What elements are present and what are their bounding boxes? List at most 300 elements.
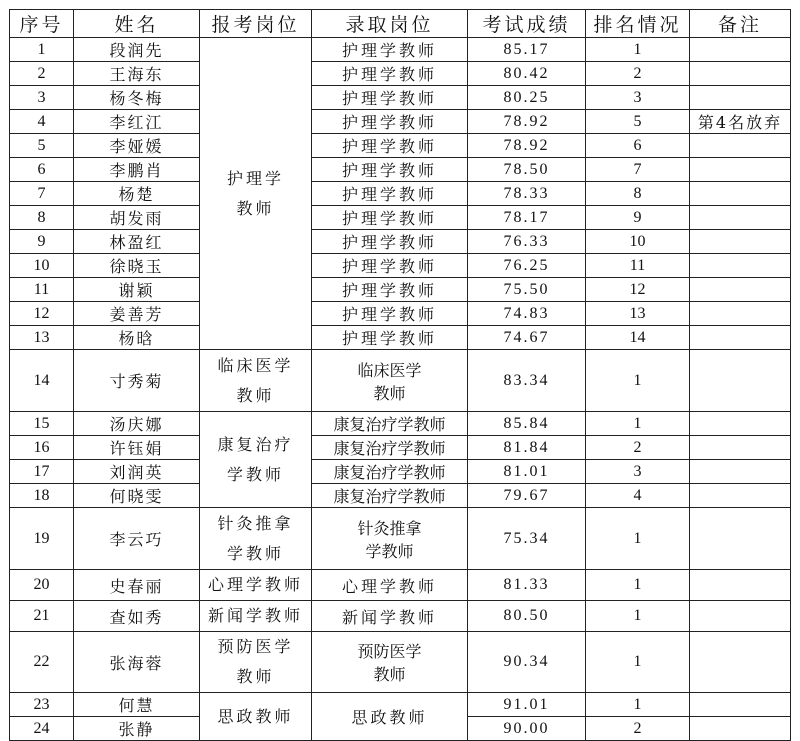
note xyxy=(690,38,791,62)
header-applied-post: 报考岗位 xyxy=(200,10,312,38)
applied-post xyxy=(200,412,312,508)
row-number xyxy=(10,326,74,350)
admitted-post-text: 康复治疗学教师 xyxy=(333,439,446,458)
row-number xyxy=(10,436,74,460)
rank xyxy=(586,62,690,86)
candidate-name-text: 杨冬梅 xyxy=(109,89,164,108)
candidate-name xyxy=(74,326,200,350)
exam-score-text: 90.00 xyxy=(503,719,550,737)
candidate-name-text: 李鹏肖 xyxy=(109,161,164,180)
admitted-post xyxy=(312,326,468,350)
table-row xyxy=(10,38,791,62)
candidate-name xyxy=(74,302,200,326)
candidate-name-text: 查如秀 xyxy=(109,607,164,627)
header-name: 姓名 xyxy=(74,10,200,38)
rank xyxy=(586,278,690,302)
candidate-name xyxy=(74,86,200,110)
exam-score xyxy=(468,134,586,158)
row-number-text: 23 xyxy=(33,695,50,713)
row-number xyxy=(10,182,74,206)
admitted-post-text: 护理学教师 xyxy=(341,89,437,108)
admitted-post-text: 康复治疗学教师 xyxy=(333,415,446,434)
row-number-text: 14 xyxy=(33,371,50,389)
admission-results-table xyxy=(9,9,791,741)
applied-post xyxy=(200,508,312,570)
applied-post xyxy=(200,693,312,741)
rank-text: 2 xyxy=(633,719,642,737)
row-number xyxy=(10,254,74,278)
applied-post-text: 护理学 教师 xyxy=(226,168,284,218)
table-row xyxy=(10,412,791,436)
note xyxy=(690,110,791,134)
exam-score-text: 80.50 xyxy=(503,607,550,624)
exam-score xyxy=(468,632,586,693)
header-note: 备注 xyxy=(690,10,791,38)
row-number xyxy=(10,717,74,741)
admitted-post xyxy=(312,632,468,693)
admitted-post-text: 思政教师 xyxy=(351,708,428,727)
exam-score xyxy=(468,436,586,460)
table-row xyxy=(10,158,791,182)
admitted-post-text: 康复治疗学教师 xyxy=(333,487,446,506)
rank-text: 5 xyxy=(633,112,642,130)
row-number xyxy=(10,508,74,570)
rank xyxy=(586,460,690,484)
applied-post-text: 新闻学教师 xyxy=(207,606,303,625)
candidate-name xyxy=(74,134,200,158)
exam-score-text: 76.33 xyxy=(503,232,550,250)
row-number-text: 7 xyxy=(37,184,46,202)
note xyxy=(690,693,791,717)
note xyxy=(690,206,791,230)
rank-text: 11 xyxy=(629,256,646,274)
exam-score xyxy=(468,278,586,302)
admitted-post-text: 护理学教师 xyxy=(341,281,437,300)
rank-text: 10 xyxy=(629,232,646,250)
applied-post xyxy=(200,570,312,601)
candidate-name-text: 林盈红 xyxy=(109,233,164,252)
admitted-post xyxy=(312,460,468,484)
exam-score xyxy=(468,62,586,86)
candidate-name xyxy=(74,508,200,570)
exam-score xyxy=(468,158,586,182)
exam-score-text: 74.83 xyxy=(503,304,550,322)
exam-score-text: 90.34 xyxy=(503,653,550,670)
admitted-post xyxy=(312,62,468,86)
table-row xyxy=(10,326,791,350)
admitted-post xyxy=(312,110,468,134)
row-number xyxy=(10,350,74,412)
candidate-name-text: 何晓雯 xyxy=(109,487,164,506)
table-row xyxy=(10,508,791,570)
admitted-post-text: 康复治疗学教师 xyxy=(333,463,446,482)
admitted-post-text: 护理学教师 xyxy=(341,185,437,204)
exam-score-text: 85.84 xyxy=(503,414,550,432)
note xyxy=(690,460,791,484)
rank-text: 2 xyxy=(633,438,642,456)
exam-score xyxy=(468,460,586,484)
header-no: 序号 xyxy=(10,10,74,38)
candidate-name xyxy=(74,570,200,601)
exam-score-text: 78.50 xyxy=(503,160,550,178)
candidate-name-text: 许钰娟 xyxy=(109,439,164,458)
candidate-name xyxy=(74,460,200,484)
admitted-post-text: 护理学教师 xyxy=(341,305,437,324)
candidate-name xyxy=(74,436,200,460)
row-number xyxy=(10,134,74,158)
admitted-post-text: 护理学教师 xyxy=(341,233,437,252)
rank xyxy=(586,508,690,570)
table-row xyxy=(10,693,791,717)
exam-score-text: 75.34 xyxy=(503,529,550,547)
exam-score xyxy=(468,693,586,717)
exam-score-text: 80.42 xyxy=(503,64,550,82)
exam-score xyxy=(468,326,586,350)
rank-text: 1 xyxy=(633,576,642,593)
table-row xyxy=(10,632,791,693)
rank xyxy=(586,350,690,412)
rank xyxy=(586,632,690,693)
row-number-text: 19 xyxy=(33,529,50,547)
exam-score-text: 79.67 xyxy=(503,486,550,504)
exam-score xyxy=(468,230,586,254)
row-number xyxy=(10,412,74,436)
rank xyxy=(586,326,690,350)
rank xyxy=(586,86,690,110)
admitted-post-text: 临床医学 教师 xyxy=(357,360,422,403)
admitted-post xyxy=(312,134,468,158)
exam-score-text: 78.92 xyxy=(503,112,550,130)
rank-text: 1 xyxy=(633,371,642,389)
candidate-name-text: 汤庆娜 xyxy=(109,415,164,434)
candidate-name-text: 李云巧 xyxy=(109,530,164,549)
note xyxy=(690,717,791,741)
exam-score xyxy=(468,570,586,601)
note xyxy=(690,158,791,182)
candidate-name-text: 徐晓玉 xyxy=(109,257,164,276)
exam-score xyxy=(468,484,586,508)
row-number-text: 18 xyxy=(33,486,50,504)
applied-post-text: 针灸推拿 学教师 xyxy=(217,513,294,563)
rank xyxy=(586,110,690,134)
candidate-name xyxy=(74,206,200,230)
rank-text: 13 xyxy=(629,304,646,322)
note xyxy=(690,230,791,254)
note xyxy=(690,350,791,412)
rank xyxy=(586,38,690,62)
rank xyxy=(586,182,690,206)
rank-text: 9 xyxy=(633,208,642,226)
candidate-name xyxy=(74,601,200,632)
header-admitted-post: 录取岗位 xyxy=(312,10,468,38)
admitted-post-text: 护理学教师 xyxy=(341,41,437,60)
applied-post xyxy=(200,38,312,350)
rank xyxy=(586,601,690,632)
row-number-text: 4 xyxy=(37,112,46,130)
applied-post-text: 预防医学 教师 xyxy=(217,637,294,686)
candidate-name xyxy=(74,717,200,741)
table-row xyxy=(10,302,791,326)
exam-score-text: 91.01 xyxy=(503,695,550,713)
candidate-name-text: 杨楚 xyxy=(118,185,155,204)
exam-score-text: 78.33 xyxy=(503,184,550,202)
applied-post-text: 思政教师 xyxy=(217,706,294,726)
rank xyxy=(586,412,690,436)
table-row xyxy=(10,350,791,412)
row-number xyxy=(10,158,74,182)
table-row xyxy=(10,460,791,484)
applied-post xyxy=(200,632,312,693)
rank-text: 8 xyxy=(633,184,642,202)
exam-score xyxy=(468,206,586,230)
row-number-text: 9 xyxy=(37,232,46,250)
candidate-name-text: 姜善芳 xyxy=(109,305,164,324)
exam-score-text: 83.34 xyxy=(503,371,550,389)
exam-score-text: 80.25 xyxy=(503,88,550,106)
admitted-post xyxy=(312,254,468,278)
admitted-post xyxy=(312,601,468,632)
row-number-text: 3 xyxy=(37,88,46,106)
note xyxy=(690,182,791,206)
admitted-post xyxy=(312,436,468,460)
candidate-name xyxy=(74,230,200,254)
admitted-post xyxy=(312,230,468,254)
row-number xyxy=(10,206,74,230)
exam-score xyxy=(468,508,586,570)
exam-score xyxy=(468,86,586,110)
rank xyxy=(586,693,690,717)
exam-score xyxy=(468,182,586,206)
admitted-post xyxy=(312,86,468,110)
table-row xyxy=(10,110,791,134)
rank xyxy=(586,302,690,326)
row-number xyxy=(10,632,74,693)
exam-score-text: 81.84 xyxy=(503,438,550,456)
row-number-text: 1 xyxy=(37,40,46,58)
candidate-name-text: 胡发雨 xyxy=(109,209,164,228)
note xyxy=(690,86,791,110)
exam-score-text: 81.33 xyxy=(503,576,550,593)
row-number xyxy=(10,302,74,326)
row-number-text: 24 xyxy=(33,719,50,737)
admitted-post-text: 护理学教师 xyxy=(341,257,437,276)
admitted-post xyxy=(312,350,468,412)
table-row xyxy=(10,182,791,206)
candidate-name-text: 张海蓉 xyxy=(109,653,164,673)
exam-score xyxy=(468,412,586,436)
row-number-text: 11 xyxy=(33,280,50,298)
exam-score xyxy=(468,254,586,278)
candidate-name-text: 段润先 xyxy=(109,41,164,60)
candidate-name xyxy=(74,693,200,717)
admitted-post-text: 护理学教师 xyxy=(341,113,437,132)
note xyxy=(690,570,791,601)
exam-score-text: 85.17 xyxy=(503,40,550,58)
note xyxy=(690,302,791,326)
rank-text: 1 xyxy=(633,529,642,547)
applied-post-text: 心理学教师 xyxy=(207,575,303,594)
note xyxy=(690,326,791,350)
rank-text: 1 xyxy=(633,607,642,624)
row-number xyxy=(10,460,74,484)
admitted-post-text: 护理学教师 xyxy=(341,137,437,156)
exam-score xyxy=(468,350,586,412)
table-row xyxy=(10,570,791,601)
rank-text: 1 xyxy=(633,653,642,670)
note xyxy=(690,62,791,86)
admitted-post-text: 心理学教师 xyxy=(341,576,437,596)
header-row xyxy=(10,10,791,38)
row-number-text: 20 xyxy=(33,576,50,593)
rank-text: 14 xyxy=(629,328,646,346)
rank-text: 3 xyxy=(633,88,642,106)
table-row xyxy=(10,86,791,110)
table-row xyxy=(10,206,791,230)
candidate-name-text: 刘润英 xyxy=(109,463,164,482)
admitted-post xyxy=(312,302,468,326)
admitted-post xyxy=(312,693,468,741)
rank-text: 1 xyxy=(633,40,642,58)
exam-score-text: 78.17 xyxy=(503,208,550,226)
candidate-name xyxy=(74,278,200,302)
rank xyxy=(586,717,690,741)
row-number-text: 21 xyxy=(33,607,50,624)
candidate-name-text: 杨晗 xyxy=(118,329,155,348)
admitted-post-text: 护理学教师 xyxy=(341,209,437,228)
exam-score xyxy=(468,38,586,62)
table-row xyxy=(10,254,791,278)
admitted-post xyxy=(312,508,468,570)
table-row xyxy=(10,484,791,508)
table-row xyxy=(10,278,791,302)
rank-text: 6 xyxy=(633,136,642,154)
applied-post-text: 康复治疗 学教师 xyxy=(217,434,294,484)
candidate-name xyxy=(74,158,200,182)
rank-text: 4 xyxy=(633,486,642,504)
exam-score-text: 81.01 xyxy=(503,462,550,480)
admitted-post xyxy=(312,206,468,230)
candidate-name xyxy=(74,632,200,693)
candidate-name xyxy=(74,110,200,134)
note xyxy=(690,601,791,632)
rank-text: 7 xyxy=(633,160,642,178)
row-number-text: 17 xyxy=(33,462,50,480)
rank xyxy=(586,254,690,278)
applied-post xyxy=(200,350,312,412)
row-number xyxy=(10,86,74,110)
row-number xyxy=(10,570,74,601)
table-row xyxy=(10,230,791,254)
applied-post-text: 临床医学 教师 xyxy=(217,355,294,405)
row-number xyxy=(10,601,74,632)
candidate-name xyxy=(74,484,200,508)
note xyxy=(690,484,791,508)
exam-score xyxy=(468,302,586,326)
rank xyxy=(586,436,690,460)
exam-score-text: 76.25 xyxy=(503,256,550,274)
row-number-text: 8 xyxy=(37,208,46,226)
exam-score xyxy=(468,601,586,632)
rank-text: 12 xyxy=(629,280,646,298)
note xyxy=(690,134,791,158)
candidate-name-text: 何慧 xyxy=(118,696,155,715)
row-number-text: 2 xyxy=(37,64,46,82)
row-number-text: 13 xyxy=(33,328,50,346)
row-number xyxy=(10,484,74,508)
row-number xyxy=(10,230,74,254)
candidate-name xyxy=(74,412,200,436)
admitted-post-text: 新闻学教师 xyxy=(341,607,437,627)
note xyxy=(690,254,791,278)
row-number-text: 22 xyxy=(33,653,50,670)
row-number xyxy=(10,38,74,62)
rank xyxy=(586,570,690,601)
row-number xyxy=(10,110,74,134)
candidate-name-text: 李红江 xyxy=(109,113,164,132)
row-number-text: 10 xyxy=(33,256,50,274)
candidate-name xyxy=(74,182,200,206)
candidate-name-text: 李娅媛 xyxy=(109,137,164,156)
admitted-post-text: 针灸推拿 学教师 xyxy=(357,518,422,561)
admitted-post-text: 护理学教师 xyxy=(341,65,437,84)
rank xyxy=(586,230,690,254)
note-text: 第4名放弃 xyxy=(697,113,783,132)
admitted-post xyxy=(312,412,468,436)
admitted-post xyxy=(312,570,468,601)
table-row xyxy=(10,436,791,460)
exam-score xyxy=(468,110,586,134)
rank xyxy=(586,158,690,182)
admitted-post xyxy=(312,38,468,62)
candidate-name-text: 王海东 xyxy=(109,65,164,84)
candidate-name-text: 史春丽 xyxy=(109,576,164,596)
rank xyxy=(586,206,690,230)
row-number-text: 15 xyxy=(33,414,50,432)
candidate-name-text: 寸秀菊 xyxy=(109,372,164,391)
admitted-post-text: 护理学教师 xyxy=(341,329,437,348)
table-row xyxy=(10,62,791,86)
row-number-text: 6 xyxy=(37,160,46,178)
candidate-name xyxy=(74,254,200,278)
rank xyxy=(586,134,690,158)
candidate-name xyxy=(74,38,200,62)
candidate-name-text: 谢颖 xyxy=(118,281,155,300)
note xyxy=(690,278,791,302)
admitted-post xyxy=(312,182,468,206)
exam-score-text: 74.67 xyxy=(503,328,550,346)
row-number xyxy=(10,693,74,717)
exam-score xyxy=(468,717,586,741)
admitted-post xyxy=(312,158,468,182)
rank-text: 1 xyxy=(633,695,642,713)
exam-score-text: 75.50 xyxy=(503,280,550,298)
rank-text: 1 xyxy=(633,414,642,432)
row-number xyxy=(10,278,74,302)
table-row xyxy=(10,134,791,158)
note xyxy=(690,436,791,460)
candidate-name xyxy=(74,62,200,86)
exam-score-text: 78.92 xyxy=(503,136,550,154)
applied-post xyxy=(200,601,312,632)
header-score: 考试成绩 xyxy=(468,10,586,38)
admitted-post-text: 护理学教师 xyxy=(341,161,437,180)
candidate-name xyxy=(74,350,200,412)
row-number-text: 16 xyxy=(33,438,50,456)
row-number-text: 5 xyxy=(37,136,46,154)
row-number xyxy=(10,62,74,86)
admitted-post-text: 预防医学 教师 xyxy=(357,642,422,684)
admitted-post xyxy=(312,278,468,302)
